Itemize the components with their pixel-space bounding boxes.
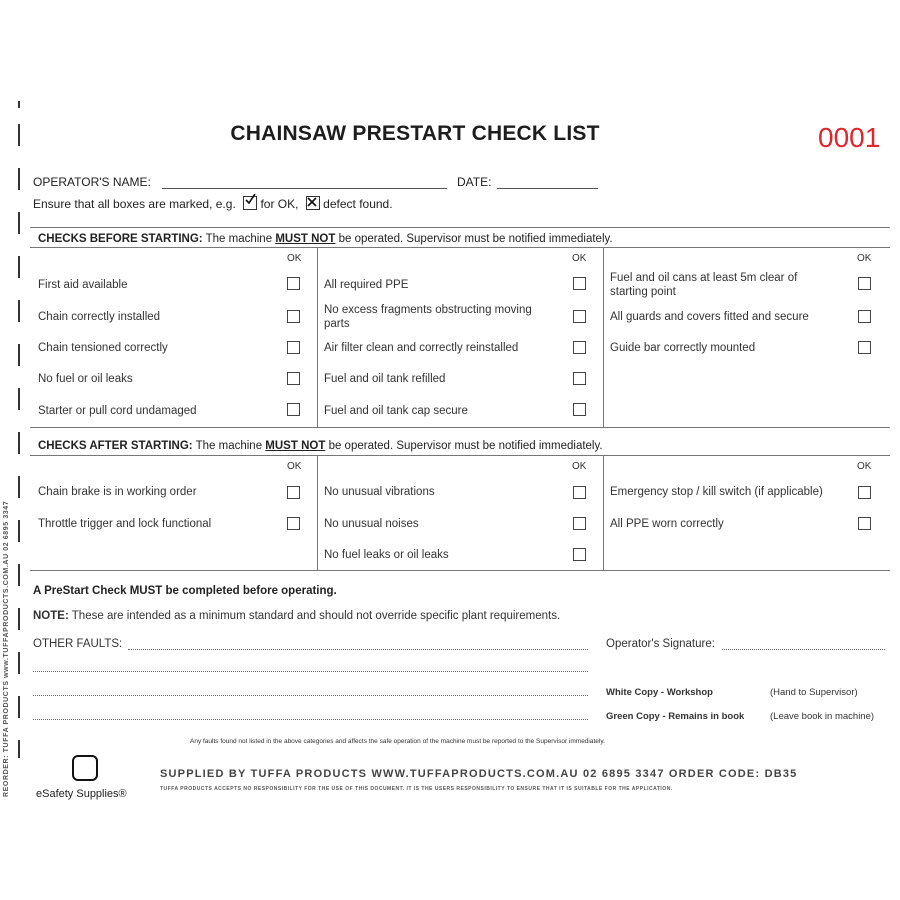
margin-tick bbox=[18, 101, 20, 108]
ok-column-header: OK bbox=[572, 461, 587, 472]
other-faults-field[interactable] bbox=[128, 648, 588, 650]
ok-checkbox[interactable] bbox=[287, 277, 300, 290]
other-faults-label: OTHER FAULTS: bbox=[33, 638, 123, 650]
margin-tick bbox=[18, 564, 20, 586]
ok-checkbox[interactable] bbox=[287, 403, 300, 416]
column-divider bbox=[603, 247, 604, 427]
check-item-label: No fuel or oil leaks bbox=[38, 373, 133, 385]
note-body: These are intended as a minimum standard and should not override specific plant requirements. bbox=[71, 610, 561, 622]
check-item-label: Emergency stop / kill switch (if applicable) bbox=[610, 486, 823, 498]
margin-tick bbox=[18, 432, 20, 454]
check-item-label: Fuel and oil tank refilled bbox=[324, 373, 446, 385]
check-item-label: No fuel leaks or oil leaks bbox=[324, 549, 449, 561]
ok-checkbox[interactable] bbox=[858, 277, 871, 290]
check-item-label: Air filter clean and correctly reinstalled bbox=[324, 342, 519, 354]
before-heading-must: MUST NOT bbox=[275, 233, 336, 245]
ok-checkbox[interactable] bbox=[858, 517, 871, 530]
disclaimer-text: TUFFA PRODUCTS ACCEPTS NO RESPONSIBILITY FOR THE USE OF THIS DOCUMENT. IT IS THE USERS RESPONSIBILITY TO ENSURE THAT IT IS SUITABLE FOR THE APPLICATION. bbox=[160, 786, 673, 792]
ok-checkbox[interactable] bbox=[287, 486, 300, 499]
column-divider bbox=[317, 455, 318, 570]
margin-tick bbox=[18, 476, 20, 498]
ok-example-icon bbox=[243, 196, 257, 210]
section-divider bbox=[30, 427, 890, 428]
margin-tick bbox=[18, 168, 20, 190]
ok-checkbox[interactable] bbox=[573, 341, 586, 354]
supplier-line: SUPPLIED BY TUFFA PRODUCTS WWW.TUFFAPRODUCTS.COM.AU 02 6895 3347 ORDER CODE: DB35 bbox=[160, 768, 798, 780]
margin-tick bbox=[18, 696, 20, 718]
section-divider bbox=[30, 570, 890, 571]
other-faults-field[interactable] bbox=[33, 694, 588, 696]
ok-checkbox[interactable] bbox=[858, 341, 871, 354]
prestart-notice: A PreStart Check MUST be completed before operating. bbox=[33, 585, 337, 597]
before-heading-pre: The machine bbox=[205, 233, 273, 245]
after-heading-must: MUST NOT bbox=[265, 440, 326, 452]
date-label: DATE: bbox=[457, 175, 492, 189]
check-item-label: Chain tensioned correctly bbox=[38, 342, 168, 354]
ok-checkbox[interactable] bbox=[573, 548, 586, 561]
check-item-label: Guide bar correctly mounted bbox=[610, 342, 756, 354]
ok-checkbox[interactable] bbox=[573, 310, 586, 323]
check-item-label: No excess fragments obstructing moving parts bbox=[324, 304, 532, 330]
esafety-logo-icon bbox=[72, 755, 98, 781]
ok-checkbox[interactable] bbox=[573, 486, 586, 499]
ok-example-label: for OK, bbox=[260, 197, 299, 211]
margin-tick bbox=[18, 740, 20, 758]
ok-checkbox[interactable] bbox=[287, 341, 300, 354]
after-heading-pre: The machine bbox=[195, 440, 263, 452]
ok-checkbox[interactable] bbox=[573, 403, 586, 416]
defect-example-icon bbox=[306, 196, 320, 210]
faults-notice: Any faults found not listed in the above categories and affects the safe operation of the machine must be reported to the Supervisor immediately. bbox=[190, 738, 605, 745]
check-item-label: All PPE worn correctly bbox=[610, 518, 724, 530]
before-heading-post: be operated. Supervisor must be notified immediately. bbox=[338, 233, 613, 245]
after-heading-post: be operated. Supervisor must be notified immediately. bbox=[328, 440, 603, 452]
note-text bbox=[33, 609, 560, 623]
section-divider bbox=[30, 247, 890, 248]
check-item-label: No unusual noises bbox=[324, 518, 419, 530]
column-divider bbox=[317, 247, 318, 427]
white-copy-note: (Hand to Supervisor) bbox=[770, 687, 858, 698]
after-heading-bold: CHECKS AFTER STARTING: bbox=[38, 440, 193, 452]
before-heading-bold: CHECKS BEFORE STARTING: bbox=[38, 233, 203, 245]
ok-checkbox[interactable] bbox=[858, 486, 871, 499]
check-item-label: Throttle trigger and lock functional bbox=[38, 518, 212, 530]
ok-column-header: OK bbox=[287, 253, 302, 264]
margin-tick bbox=[18, 212, 20, 234]
instruction-pre: Ensure that all boxes are marked, e.g. bbox=[33, 197, 236, 211]
ok-column-header: OK bbox=[857, 461, 872, 472]
serial-number: 0001 bbox=[818, 122, 881, 153]
check-item-label: Fuel and oil tank cap secure bbox=[324, 405, 468, 417]
ok-checkbox[interactable] bbox=[573, 517, 586, 530]
check-item-label: All guards and covers fitted and secure bbox=[610, 311, 809, 323]
check-item-label: First aid available bbox=[38, 279, 128, 291]
before-starting-heading bbox=[38, 233, 613, 245]
after-starting-heading bbox=[38, 440, 603, 452]
margin-tick bbox=[18, 652, 20, 674]
reorder-vertical-text: REORDER: TUFFA PRODUCTS www.TUFFAPRODUCTS.COM.AU 02 6895 3347 bbox=[3, 500, 10, 797]
green-copy-note: (Leave book in machine) bbox=[770, 711, 875, 722]
margin-tick bbox=[18, 344, 20, 366]
check-item-label: Chain correctly installed bbox=[38, 311, 161, 323]
ok-checkbox[interactable] bbox=[858, 310, 871, 323]
page-title: CHAINSAW PRESTART CHECK LIST bbox=[230, 122, 600, 145]
white-copy-label: White Copy - Workshop bbox=[606, 687, 713, 698]
section-divider bbox=[30, 227, 890, 228]
operator-signature-field[interactable] bbox=[722, 648, 885, 650]
margin-tick bbox=[18, 300, 20, 322]
instruction-text bbox=[33, 196, 393, 211]
green-copy-label: Green Copy - Remains in book bbox=[606, 711, 745, 722]
check-item-label: No unusual vibrations bbox=[324, 486, 435, 498]
other-faults-field[interactable] bbox=[33, 670, 588, 672]
note-label: NOTE: bbox=[33, 610, 69, 622]
margin-tick bbox=[18, 388, 20, 410]
ok-checkbox[interactable] bbox=[287, 372, 300, 385]
check-item-label: Chain brake is in working order bbox=[38, 486, 197, 498]
operator-signature-label: Operator's Signature: bbox=[606, 638, 715, 650]
check-item-label: Starter or pull cord undamaged bbox=[38, 405, 197, 417]
operator-name-label: OPERATOR'S NAME: bbox=[33, 175, 151, 189]
margin-tick bbox=[18, 520, 20, 542]
check-item-label: All required PPE bbox=[324, 279, 409, 291]
ok-column-header: OK bbox=[572, 253, 587, 264]
ok-column-header: OK bbox=[857, 253, 872, 264]
ok-checkbox[interactable] bbox=[573, 372, 586, 385]
ok-column-header: OK bbox=[287, 461, 302, 472]
ok-checkbox[interactable] bbox=[573, 277, 586, 290]
margin-tick bbox=[18, 256, 20, 278]
operator-name-field[interactable] bbox=[162, 187, 447, 189]
margin-tick bbox=[18, 608, 20, 630]
ok-checkbox[interactable] bbox=[287, 517, 300, 530]
defect-example-label: defect found. bbox=[323, 197, 393, 211]
brand-name: eSafety Supplies® bbox=[36, 788, 127, 800]
ok-checkbox[interactable] bbox=[287, 310, 300, 323]
check-item-label: Fuel and oil cans at least 5m clear of starting point bbox=[610, 272, 798, 298]
date-field[interactable] bbox=[497, 187, 598, 189]
other-faults-field[interactable] bbox=[33, 718, 588, 720]
column-divider bbox=[603, 455, 604, 570]
section-divider bbox=[30, 455, 890, 456]
